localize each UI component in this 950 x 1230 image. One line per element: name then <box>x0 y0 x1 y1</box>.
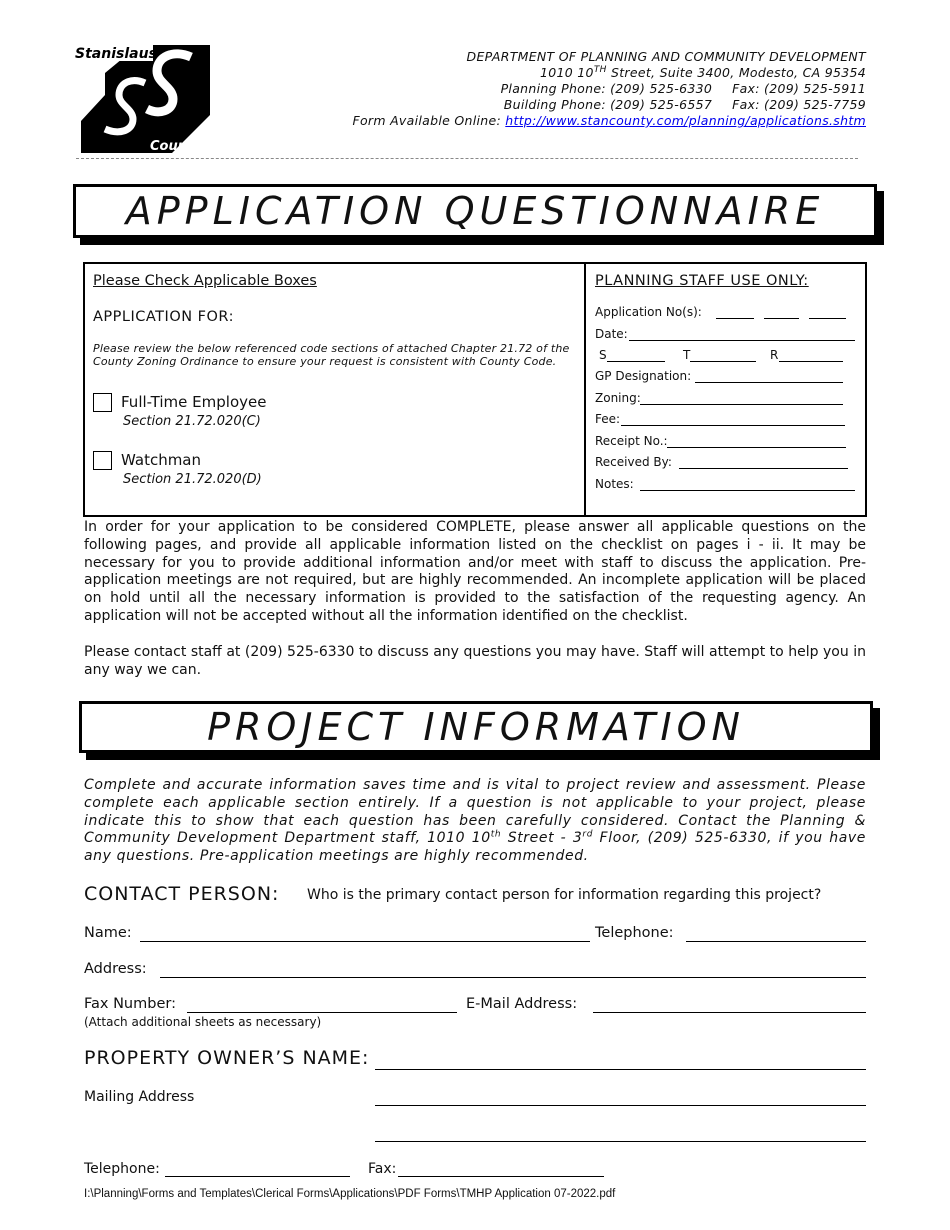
contact-person-heading: CONTACT PERSON: <box>84 883 280 905</box>
contact-telephone-label: Telephone: <box>595 925 674 941</box>
mailing-address-field-2[interactable] <box>375 1141 866 1142</box>
application-for-label: APPLICATION FOR: <box>93 309 234 325</box>
zoning-field[interactable] <box>640 404 843 405</box>
contact-telephone-field[interactable] <box>686 941 866 942</box>
contact-person-question: Who is the primary contact person for information regarding this project? <box>307 887 822 903</box>
contact-email-label: E-Mail Address: <box>466 996 578 1012</box>
fee-label: Fee: <box>595 412 621 426</box>
received-by-label: Received By: <box>595 455 672 469</box>
box-divider <box>584 262 586 517</box>
zoning-label: Zoning: <box>595 391 641 405</box>
county-logo <box>73 43 213 155</box>
mailing-address-label: Mailing Address <box>84 1089 195 1105</box>
gp-designation-label: GP Designation: <box>595 369 692 383</box>
logo-text-top: Stanislaus <box>75 46 157 62</box>
county-seal-icon <box>73 43 213 155</box>
gp-designation-field[interactable] <box>695 382 843 383</box>
staff-use-heading: PLANNING STAFF USE ONLY: <box>595 273 809 289</box>
contact-name-label: Name: <box>84 925 132 941</box>
department-address: 1010 10TH Street, Suite 3400, Modesto, CA 95354 <box>540 64 866 80</box>
online-form-link[interactable]: http://www.stancounty.com/planning/applications.shtm <box>505 113 866 128</box>
township-field[interactable] <box>690 361 756 362</box>
watchman-label: Watchman <box>121 451 202 469</box>
application-no-field-1[interactable] <box>716 318 754 319</box>
logo-text-bottom: County <box>150 139 202 154</box>
attach-sheets-note: (Attach additional sheets as necessary) <box>84 1015 322 1029</box>
section-label: S <box>599 348 607 362</box>
application-no-field-3[interactable] <box>809 318 846 319</box>
header-divider <box>76 158 858 159</box>
full-time-employee-section: Section 21.72.020(C) <box>123 414 261 429</box>
date-label: Date: <box>595 327 628 341</box>
contact-email-field[interactable] <box>593 1012 866 1013</box>
mailing-address-field-1[interactable] <box>375 1105 866 1106</box>
online-form: Form Available Online: http://www.stancounty.com/planning/applications.shtm <box>352 113 866 128</box>
range-field[interactable] <box>779 361 843 362</box>
completeness-paragraph: In order for your application to be considered COMPLETE, please answer all applicable questions on the following pages, and provide all applicable information listed on the checklist on pages i - ii. It may be necessary for you to provide additional information and/or meet with staff to discuss the application. Pre-application meetings are not required, but are highly recommended. An incomplete application will be placed on hold until all the necessary information is provided to the satisfaction of the requesting agency. An application will not be accepted without all the information identified on the checklist. <box>84 519 866 624</box>
section-field[interactable] <box>607 361 665 362</box>
application-questionnaire-banner: APPLICATION QUESTIONNAIRE <box>73 184 877 238</box>
full-time-employee-label: Full-Time Employee <box>121 393 267 411</box>
receipt-no-field[interactable] <box>667 447 846 448</box>
property-owner-name-field[interactable] <box>375 1069 866 1070</box>
notes-label: Notes: <box>595 477 634 491</box>
planning-contact: Planning Phone: (209) 525-6330 Fax: (209) 525-5911 <box>500 81 866 96</box>
watchman-section: Section 21.72.020(D) <box>123 472 262 487</box>
fee-field[interactable] <box>621 425 845 426</box>
department-header <box>306 49 866 129</box>
owner-fax-label: Fax: <box>368 1161 397 1177</box>
project-intro-paragraph: Complete and accurate information saves time and is vital to project review and assessment. Please complete each applicable section entirely. If a question is not applicable to your project, please indicate this to show that each question has been carefully considered. Contact the Planning & Community Development Department staff, 1010 10th Street - 3rd Floor, (209) 525-6330, if you have any questions. Pre-application meetings are highly recommended. <box>84 777 867 865</box>
code-instruction: Please review the below referenced code sections of attached Chapter 21.72 of the County Zoning Ordinance to ensure your request is consistent with County Code. <box>93 342 570 368</box>
owner-telephone-label: Telephone: <box>84 1161 160 1177</box>
full-time-employee-checkbox[interactable] <box>93 393 112 412</box>
range-label: R <box>770 348 779 362</box>
contact-address-label: Address: <box>84 961 147 977</box>
file-path-footer: I:\Planning\Forms and Templates\Clerical Forms\Applications\PDF Forms\TMHP Application 07-2022.pdf <box>84 1188 616 1200</box>
project-information-banner: PROJECT INFORMATION <box>79 701 873 753</box>
contact-name-field[interactable] <box>140 941 590 942</box>
application-no-label: Application No(s): <box>595 305 702 319</box>
owner-fax-field[interactable] <box>398 1176 604 1177</box>
received-by-field[interactable] <box>679 468 848 469</box>
notes-field[interactable] <box>640 490 855 491</box>
date-field[interactable] <box>629 340 855 341</box>
watchman-checkbox[interactable] <box>93 451 112 470</box>
application-no-field-2[interactable] <box>764 318 799 319</box>
building-contact: Building Phone: (209) 525-6557 Fax: (209) 525-7759 <box>503 97 866 112</box>
receipt-no-label: Receipt No.: <box>595 434 668 448</box>
owner-telephone-field[interactable] <box>165 1176 350 1177</box>
contact-fax-field[interactable] <box>187 1012 457 1013</box>
property-owner-heading: PROPERTY OWNER’S NAME: <box>84 1047 370 1069</box>
check-boxes-heading: Please Check Applicable Boxes <box>93 273 317 289</box>
contact-address-field[interactable] <box>160 977 866 978</box>
contact-staff-paragraph: Please contact staff at (209) 525-6330 to discuss any questions you may have. Staff will attempt to help you in any way we can. <box>84 644 866 678</box>
department-name: DEPARTMENT OF PLANNING AND COMMUNITY DEVELOPMENT <box>466 49 866 64</box>
township-label: T <box>683 348 691 362</box>
contact-fax-label: Fax Number: <box>84 996 176 1012</box>
